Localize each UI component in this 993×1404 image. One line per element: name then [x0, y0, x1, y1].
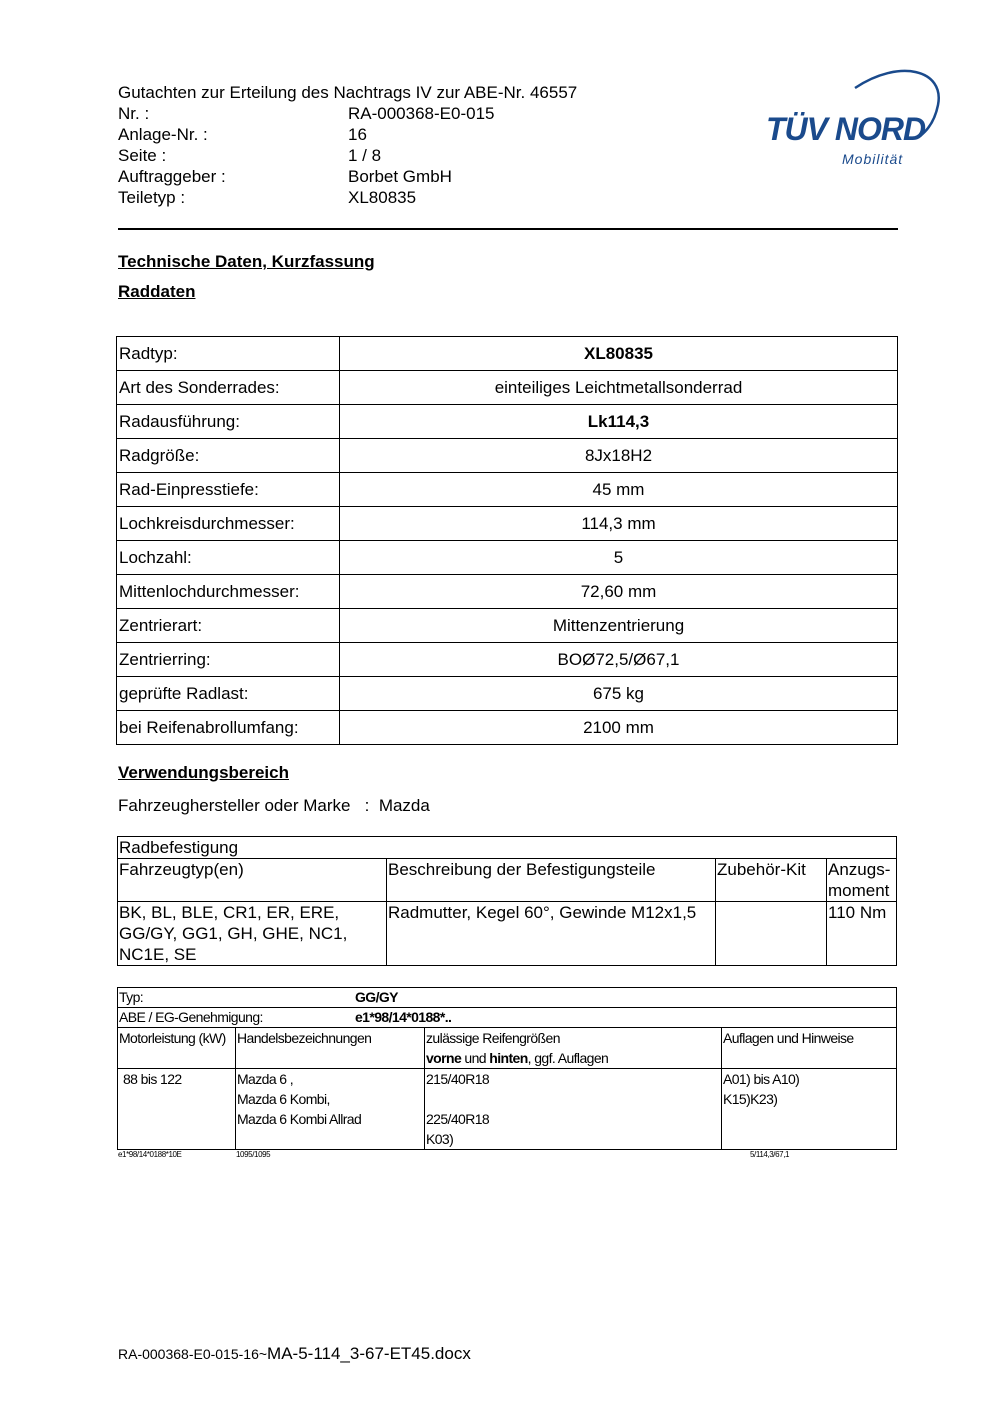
raddaten-row — [117, 507, 898, 541]
section-heading: Technische Daten, Kurzfassung — [118, 252, 375, 271]
raddaten-value: BOØ72,5/Ø67,1 — [340, 643, 898, 677]
handel-line: Mazda 6 Kombi Allrad — [237, 1111, 362, 1127]
raddaten-value: 2100 mm — [340, 711, 898, 745]
column-header: Anzugs-moment — [827, 859, 897, 902]
column-header: Zubehör-Kit — [716, 859, 827, 902]
logo-brand: TÜV NORD — [766, 111, 926, 147]
header-label: Anlage-Nr. : — [118, 125, 208, 144]
footer-small: RA-000368-E0-015-16~ — [118, 1346, 268, 1362]
raddaten-value: Lk114,3 — [340, 405, 898, 439]
raddaten-row — [117, 643, 898, 677]
logo-sub: Mobilität — [842, 151, 904, 167]
fahrzeughersteller-label: Fahrzeughersteller oder Marke — [118, 796, 351, 815]
raddaten-value: Mittenzentrierung — [340, 609, 898, 643]
raddaten-value: 114,3 mm — [340, 507, 898, 541]
raddaten-row — [117, 473, 898, 507]
section-heading: Verwendungsbereich — [118, 763, 289, 782]
column-header: Handelsbezeichnungen — [236, 1028, 425, 1069]
raddaten-label: Radgröße: — [117, 439, 340, 473]
raddaten-label: Radausführung: — [117, 405, 340, 439]
handel-line: Mazda 6 , — [237, 1071, 294, 1087]
footnote-mid: 1095/1095 — [236, 1150, 271, 1159]
anzugsmoment-cell: 110 Nm — [827, 902, 897, 966]
reifen-note: K03) — [426, 1131, 454, 1147]
radbefestigung-title: Radbefestigung — [118, 837, 897, 859]
fahrzeughersteller-sep: : — [364, 796, 370, 815]
reifen-cell — [425, 1069, 722, 1150]
raddaten-row — [117, 439, 898, 473]
raddaten-row — [117, 677, 898, 711]
raddaten-value: 8Jx18H2 — [340, 439, 898, 473]
raddaten-row — [117, 405, 898, 439]
handel-line: Mazda 6 Kombi, — [237, 1091, 330, 1107]
raddaten-label: geprüfte Radlast: — [117, 677, 340, 711]
reifen-line: 215/40R18 — [426, 1071, 490, 1087]
abe-row — [118, 1008, 897, 1028]
raddaten-label: Zentrierart: — [117, 609, 340, 643]
abe-label: ABE / EG-Genehmigung: — [119, 1009, 263, 1025]
footer-filename: MA-5-114_3-67-ET45.docx — [267, 1344, 471, 1363]
document-title: Gutachten zur Erteilung des Nachtrags IV zur ABE-Nr. 46557 — [118, 83, 578, 102]
header-label: Nr. : — [118, 104, 150, 123]
header-row — [118, 124, 577, 145]
reifen-hinten: hinten — [489, 1050, 528, 1066]
raddaten-value: 45 mm — [340, 473, 898, 507]
header-value: Borbet GmbH — [348, 167, 452, 186]
typ-row — [118, 988, 897, 1008]
reifen-header-line2 — [426, 1048, 720, 1068]
reifen-und: und — [461, 1050, 490, 1066]
raddaten-row — [117, 609, 898, 643]
reifen-rest: , ggf. Auflagen — [527, 1050, 609, 1066]
logo-arc-icon — [760, 60, 950, 170]
raddaten-value: 5 — [340, 541, 898, 575]
raddaten-value: einteiliges Leichtmetallsonderrad — [340, 371, 898, 405]
header-row — [118, 166, 577, 187]
raddaten-label: Art des Sonderrades: — [117, 371, 340, 405]
raddaten-label: bei Reifenabrollumfang: — [117, 711, 340, 745]
header-value: RA-000368-E0-015 — [348, 104, 495, 123]
raddaten-value: 72,60 mm — [340, 575, 898, 609]
raddaten-label: Mittenlochdurchmesser: — [117, 575, 340, 609]
raddaten-row — [117, 541, 898, 575]
header-label: Seite : — [118, 146, 167, 165]
header-label: Teiletyp : — [118, 188, 186, 207]
abe-value: e1*98/14*0188*.. — [355, 1009, 452, 1025]
footnote-left: e1*98/14*0188*10E — [118, 1150, 182, 1159]
raddaten-label: Lochkreisdurchmesser: — [117, 507, 340, 541]
befestigung-cell: Radmutter, Kegel 60°, Gewinde M12x1,5 — [387, 902, 716, 966]
document-header — [118, 82, 577, 208]
reifen-vorne: vorne — [426, 1050, 462, 1066]
header-value: 1 / 8 — [348, 146, 382, 165]
raddaten-table — [116, 336, 898, 745]
handelsbezeichnung-cell — [236, 1069, 425, 1150]
header-value: 16 — [348, 125, 367, 144]
column-header: Motorleistung (kW) — [118, 1028, 236, 1069]
fahrzeugtypen-cell: BK, BL, BLE, CR1, ER, ERE, GG/GY, GG1, GH, GHE, NC1, NC1E, SE — [118, 902, 387, 966]
raddaten-value: XL80835 — [340, 337, 898, 371]
header-row — [118, 145, 577, 166]
raddaten-label: Lochzahl: — [117, 541, 340, 575]
auflagen-line: A01) bis A10) — [723, 1071, 800, 1087]
header-value: XL80835 — [348, 188, 417, 207]
raddaten-label: Radtyp: — [117, 337, 340, 371]
column-header: Fahrzeugtyp(en) — [118, 859, 387, 902]
raddaten-label: Rad-Einpresstiefe: — [117, 473, 340, 507]
reifen-spacer — [426, 1089, 720, 1109]
typ-label: Typ: — [119, 989, 144, 1005]
raddaten-row — [117, 337, 898, 371]
fahrzeughersteller-line — [118, 796, 430, 816]
raddaten-label: Zentrierring: — [117, 643, 340, 677]
header-row — [118, 187, 577, 208]
document-footer — [118, 1344, 471, 1364]
raddaten-row — [117, 575, 898, 609]
auflagen-line: K15)K23) — [723, 1091, 778, 1107]
header-label: Auftraggeber : — [118, 167, 226, 186]
reifen-header-line1: zulässige Reifengrößen — [426, 1030, 560, 1046]
motorleistung-cell: 88 bis 122 — [118, 1069, 236, 1150]
typ-value: GG/GY — [355, 989, 398, 1005]
raddaten-value: 675 kg — [340, 677, 898, 711]
header-divider — [118, 228, 898, 230]
footnote-right: 5/114,3/67,1 — [750, 1150, 790, 1159]
raddaten-row — [117, 711, 898, 745]
reifen-header — [425, 1028, 722, 1069]
raddaten-row — [117, 371, 898, 405]
header-row — [118, 103, 577, 124]
reifen-line: 225/40R18 — [426, 1111, 490, 1127]
auflagen-cell — [722, 1069, 897, 1150]
column-header: Beschreibung der Befestigungsteile — [387, 859, 716, 902]
tuv-nord-logo — [760, 60, 950, 170]
column-header: Auflagen und Hinweise — [722, 1028, 897, 1069]
typ-table — [117, 987, 897, 1150]
fahrzeughersteller-value: Mazda — [378, 796, 430, 815]
radbefestigung-table — [117, 836, 897, 966]
zubehoer-cell — [716, 902, 827, 966]
section-heading: Raddaten — [118, 282, 196, 301]
